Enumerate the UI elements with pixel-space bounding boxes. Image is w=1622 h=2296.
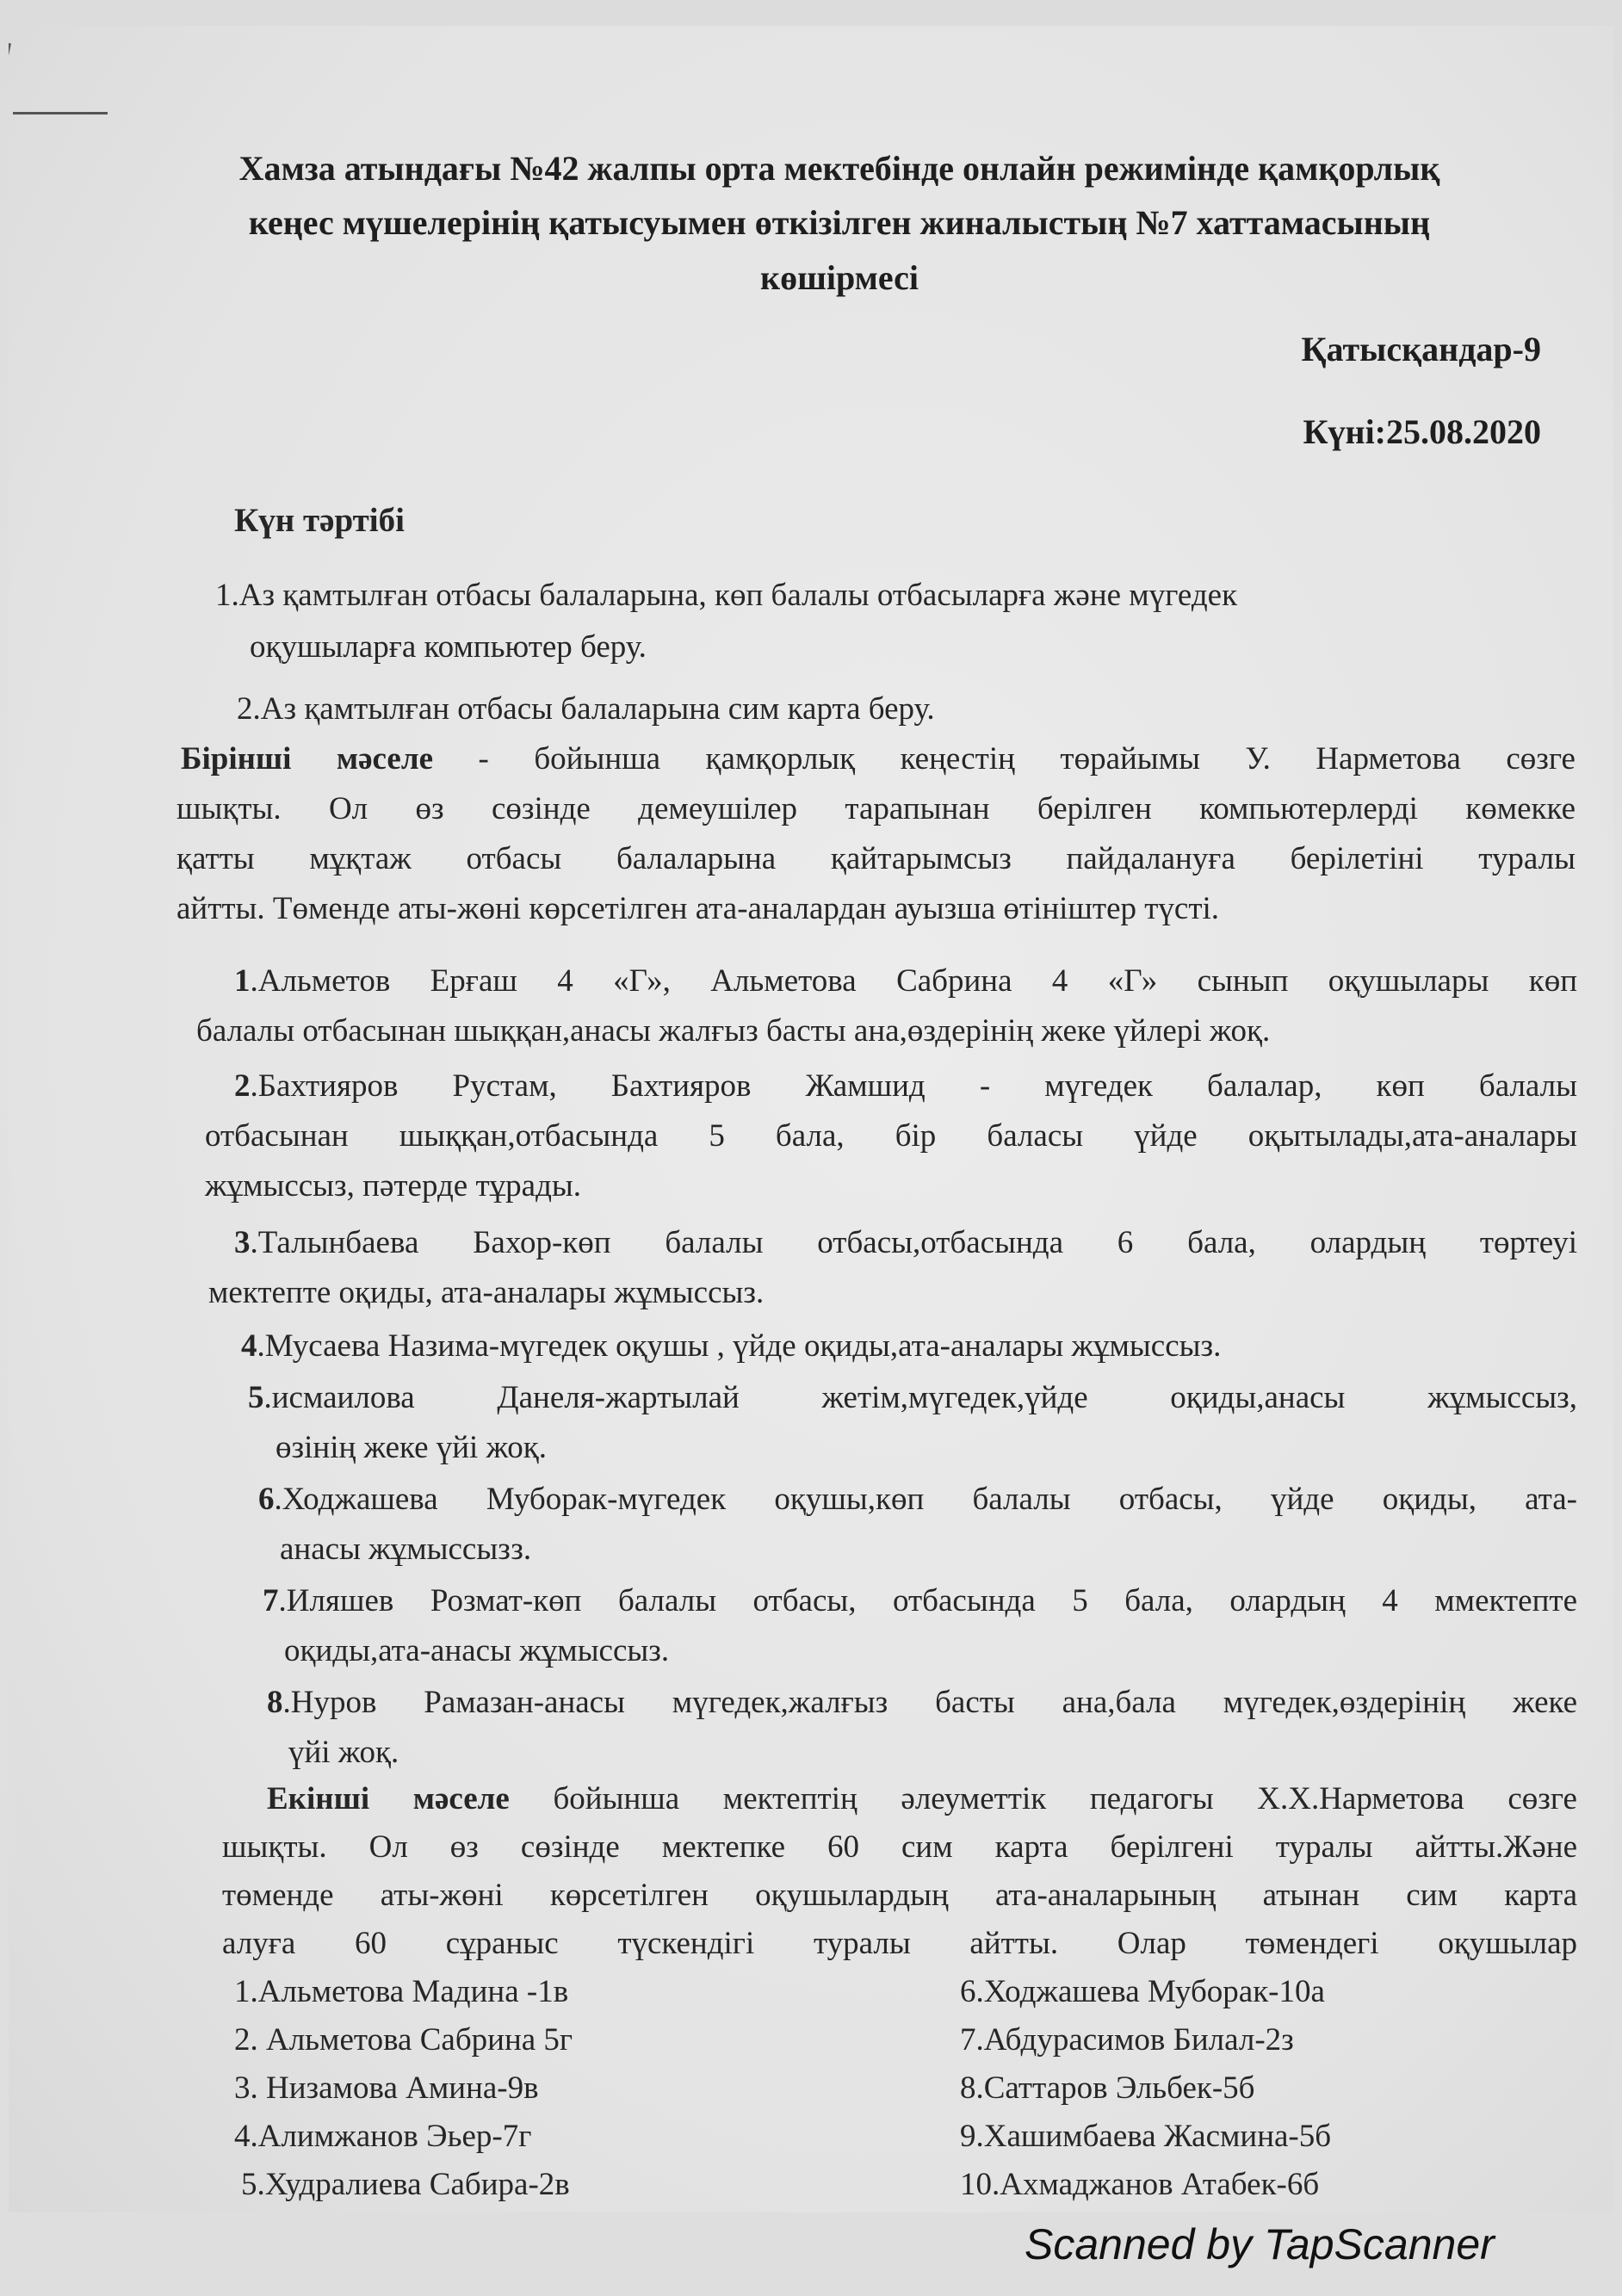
applicant-8-num: 8: [267, 1685, 283, 1720]
issue1-line-1: [181, 740, 1576, 777]
applicant-7-text: .Иляшев Розмат-көп балалы отбасы, отбасында 5 бала, олардың 4 ммектепте: [278, 1583, 1577, 1618]
applicant-2-line-3: жұмыссыз, пәтерде тұрады.: [205, 1168, 582, 1204]
corner-mark-diagonal: [9, 43, 11, 136]
applicant-6-line-1: [258, 1481, 1577, 1518]
student-item: 7.Абдурасимов Билал-2з: [960, 2022, 1294, 2058]
applicant-3-line-2: мектепте оқиды, ата-аналары жұмыссыз.: [208, 1275, 765, 1310]
applicant-2-text: .Бахтияров Рустам, Бахтияров Жамшид - мүгедек балалар, көп балалы: [250, 1068, 1577, 1104]
applicant-4-line-1: [241, 1327, 1221, 1365]
applicant-7-num: 7: [263, 1583, 279, 1618]
student-item: 5.Худралиева Сабира-2в: [241, 2167, 570, 2202]
agenda-item-1-cont: оқушыларға компьютер беру.: [250, 629, 647, 665]
applicant-7-line-1: [263, 1582, 1577, 1619]
student-item: 6.Ходжашева Муборак-10а: [960, 1974, 1325, 2009]
student-item: 4.Алимжанов Эьер-7г: [234, 2119, 532, 2154]
applicant-8-line-2: үйі жоқ.: [288, 1735, 399, 1770]
document-title-line-3: көшірмесі: [760, 258, 919, 297]
applicant-6-text: .Ходжашева Мубoрак-мүгедек оқушы,көп балалы отбасы, үйде оқиды, ата-: [274, 1482, 1577, 1517]
agenda-heading: Күн тәртібі: [234, 502, 405, 539]
issue2-line-4: алуға 60 сұраныс түскендігі туралы айтты. Олар төмендегі оқушылар: [222, 1926, 1577, 1961]
issue2-line-3: төменде аты-жөні көрсетілген оқушылардың ата-аналарының атынан сим карта: [222, 1878, 1577, 1913]
applicant-3-line-1: [234, 1224, 1577, 1261]
applicant-4-num: 4: [241, 1328, 257, 1364]
student-item: 10.Ахмаджанов Атабек-6б: [960, 2167, 1320, 2202]
student-item: 2. Альметова Сабрина 5г: [234, 2022, 573, 2058]
document-title-line-1: Хамза атындағы №42 жалпы орта мектебінде онлайн режимінде қамқорлық: [238, 149, 1440, 188]
issue2-lead: Екінші мәселе: [267, 1781, 510, 1816]
issue1-line-3: қатты мұқтаж отбасы балаларына қайтарымсыз пайдалануға берілетіні туралы: [176, 841, 1576, 876]
applicant-5-line-2: өзінің жеке үйі жоқ.: [275, 1430, 547, 1465]
applicant-2-line-1: [234, 1068, 1577, 1105]
issue2-line-2: шықты. Ол өз сөзінде мектепке 60 сим карта берілгені туралы айтты.Және: [222, 1829, 1577, 1865]
applicant-7-line-2: оқиды,ата-анасы жұмыссыз.: [284, 1633, 670, 1668]
issue2-line-1-text: бойынша мектептің әлеуметтік педагогы Х.Х.Нарметова сөзге: [509, 1781, 1577, 1816]
applicant-1-line-1: [234, 962, 1577, 999]
applicant-5-text: .исмаилова Данеля-жартылай жетім,мүгедек,үйде оқиды,анасы жұмыссыз,: [263, 1380, 1577, 1415]
issue1-line-1-text: - бойынша қамқорлық кеңестің төрайымы У. Нарметова сөзге: [433, 741, 1576, 777]
issue2-line-1: [267, 1780, 1577, 1817]
applicant-6-num: 6: [258, 1482, 275, 1517]
applicant-3-text: .Талынбаева Бахор-көп балалы отбасы,отбасында 6 бала, олардың төртеуі: [250, 1225, 1577, 1260]
student-item: 1.Альметова Мадина -1в: [234, 1974, 569, 2009]
agenda-item-2: 2.Аз қамтылған отбасы балаларына сим карта беру.: [237, 691, 935, 727]
student-item: 8.Саттаров Эльбек-5б: [960, 2070, 1255, 2106]
applicant-1-line-2: балалы отбасынан шыққан,анасы жалғыз басты ана,өздерінің жеке үйлері жоқ.: [196, 1013, 1271, 1049]
applicant-2-num: 2: [234, 1068, 251, 1104]
applicant-8-line-1: [267, 1684, 1577, 1721]
meeting-date: Күні:25.08.2020: [1303, 412, 1541, 451]
issue1-lead: Бірінші мәселе: [181, 741, 434, 777]
applicant-3-num: 3: [234, 1225, 251, 1260]
corner-mark: [13, 112, 108, 114]
applicant-1-text: .Альметов Ерғаш 4 «Г», Альметова Сабрина 4 «Г» сынып оқушылары көп: [250, 963, 1577, 999]
applicant-5-line-1: [248, 1379, 1577, 1416]
applicant-6-line-2: анасы жұмыссызз.: [280, 1532, 532, 1567]
participants-count: Қатысқандар-9: [1301, 330, 1541, 368]
agenda-item-1: 1.Аз қамтылған отбасы балаларына, көп балалы отбасыларға және мүгедек: [215, 578, 1238, 613]
paper-sheet: [9, 26, 1613, 2212]
scanner-watermark: Scanned by TapScanner: [1025, 2220, 1495, 2268]
issue1-line-4: айтты. Төменде аты-жөні көрсетілген ата-аналардан ауызша өтініштер түсті.: [176, 891, 1220, 926]
issue1-line-2: шықты. Ол өз сөзінде демеушілер тарапынан берілген компьютерлерді көмекке: [176, 791, 1576, 826]
applicant-2-line-2: отбасынан шыққан,отбасында 5 бала, бір баласы үйде оқытылады,ата-аналары: [205, 1118, 1577, 1154]
applicant-1-num: 1: [234, 963, 251, 999]
applicant-4-text: .Мусаева Назима-мүгедек оқушы , үйде оқиды,ата-аналары жұмыссыз.: [257, 1328, 1222, 1364]
applicant-5-num: 5: [248, 1380, 264, 1415]
document-title-line-2: кеңес мүшелерінің қатысуымен өткізілген жиналыстың №7 хаттамасының: [248, 203, 1431, 242]
applicant-8-text: .Нуров Рамазан-анасы мүгедек,жалғыз басты ана,бала мүгедек,өздерінің жеке: [282, 1685, 1577, 1720]
student-item: 9.Хашимбаева Жасмина-5б: [960, 2119, 1332, 2154]
student-item: 3. Низамова Амина-9в: [234, 2070, 539, 2106]
